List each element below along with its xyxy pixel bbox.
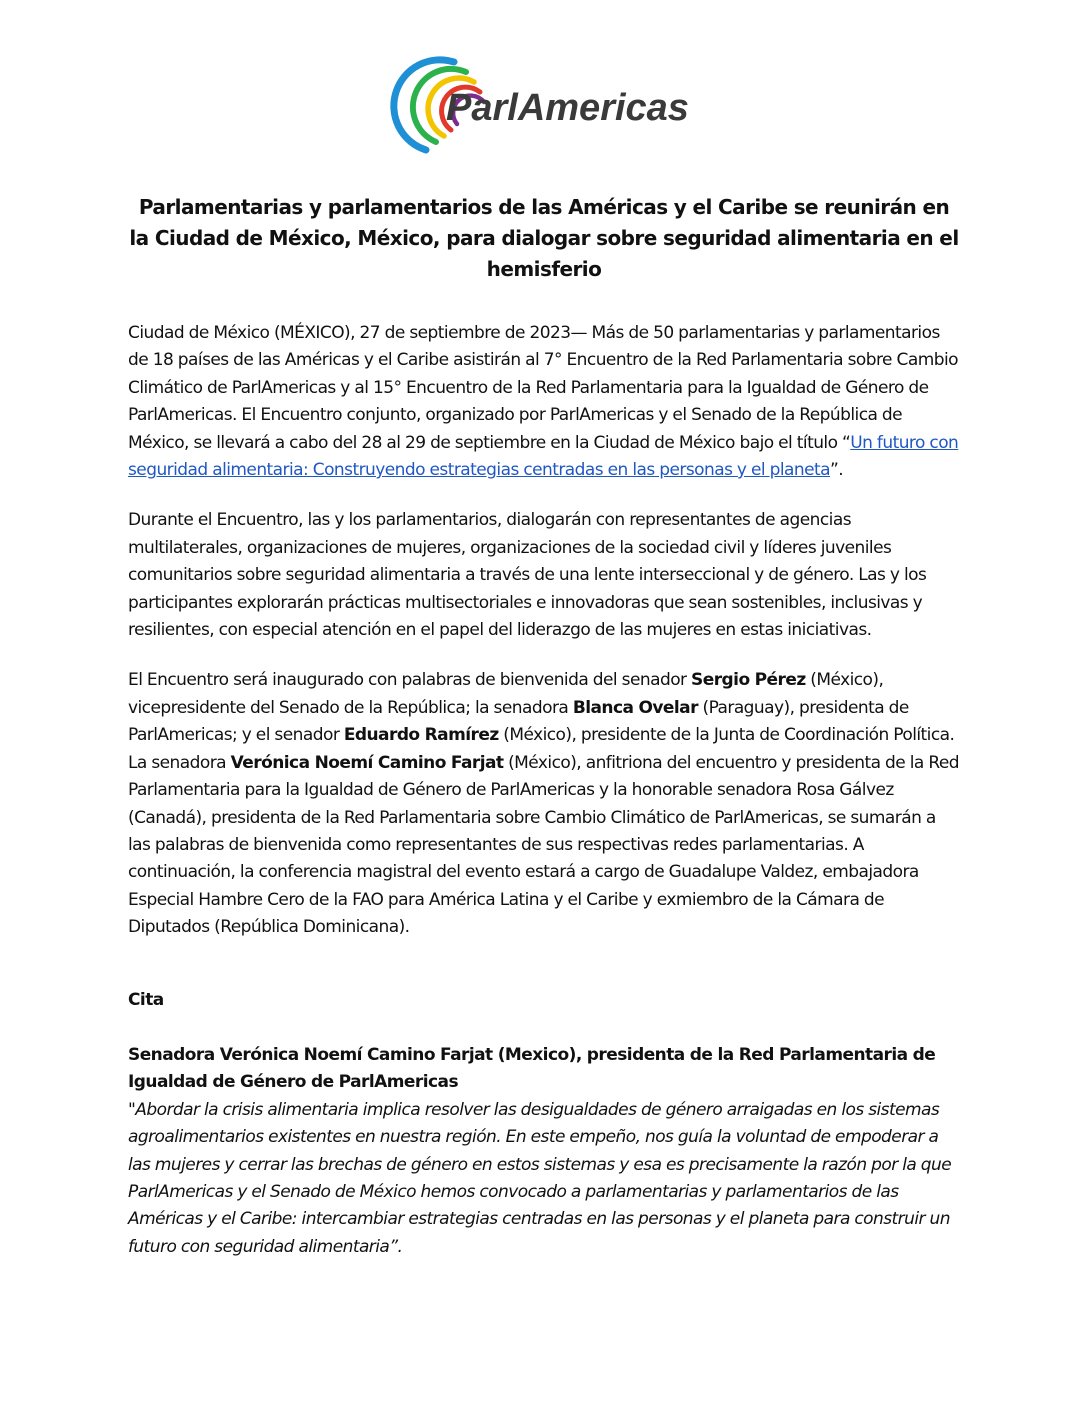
event-title-link[interactable]: Un futuro con seguridad alimentaria: Construyendo estrategias centradas en las personas y el planeta <box>128 432 959 481</box>
parlamericas-logo <box>380 56 710 156</box>
speaker-name-1: Sergio Pérez <box>691 670 806 691</box>
paragraph-intro <box>128 320 960 484</box>
quote-text: "Abordar la crisis alimentaria implica resolver las desigualdades de género arraigadas en los sistemas agroalimentarios existentes en nuestra región. En este empeño, nos guía la voluntad de empoderar a las mujeres y cerrar las brechas de género en estos sistemas y esa es precisamente la razón por la que ParlAmericas y el Senado de México hemos convocado a parlamentarias y parlamentarios de las Américas y el Caribe: intercambiar estrategias centradas en las personas y el planeta para construir un futuro con seguridad alimentaria”. <box>128 1099 952 1257</box>
document-title: Parlamentarias y parlamentarios de las Américas y el Caribe se reunirán en la Ciudad de México, México, para dialogar sobre seguridad alimentaria en el hemisferio <box>129 195 959 281</box>
inauguration-text-1: El Encuentro será inaugurado con palabras de bienvenida del senador <box>128 670 692 691</box>
section-heading-cita: Cita <box>128 989 164 1010</box>
intro-text-end: ”. <box>830 460 844 481</box>
intro-text: Ciudad de México (MÉXICO), 27 de septiembre de 2023— Más de 50 parlamentarias y parlamentarios de 18 países de las Américas y el Caribe asistirán al 7° Encuentro de la Red Parlamentaria sobre Cambio Climático de ParlAmericas y al 15° Encuentro de la Red Parlamentaria para la Igualdad de Género de ParlAmericas. El Encuentro conjunto, organizado por ParlAmericas y el Senado de la República de México, se llevará a cabo del 28 al 29 de septiembre en la Ciudad de México bajo el título “ <box>128 323 958 453</box>
inauguration-text-2: (México), vicepresidente del Senado de la República; la senadora <box>128 670 884 718</box>
speaker-name-4: Verónica Noemí Camino Farjat <box>230 752 504 773</box>
speaker-name-3: Eduardo Ramírez <box>343 725 499 746</box>
logo-text: ParlAmericas <box>446 87 689 129</box>
inauguration-text-3: (Paraguay), presidenta de ParlAmericas; y el senador <box>128 697 909 746</box>
spacer <box>128 965 960 987</box>
paragraph-inauguration <box>128 667 960 941</box>
inauguration-text-5: (México), anfitriona del encuentro y presidenta de la Red Parlamentaria para la Igualdad de Género de ParlAmericas y la honorable senadora Rosa Gálvez (Canadá), presidenta de la Red Parlamentaria sobre Cambio Climático de ParlAmericas, se sumarán a las palabras de bienvenida como representantes de sus respectivas redes parlamentarias. A continuación, la conferencia magistral del evento estará a cargo de Guadalupe Valdez, embajadora Especial Hambre Cero de la FAO para América Latina y el Caribe y exmiembro de la Cámara de Diputados (República Dominicana). <box>128 752 959 938</box>
document-body <box>128 192 960 1261</box>
paragraph-dialogue: Durante el Encuentro, las y los parlamentarios, dialogarán con representantes de agencias multilaterales, organizaciones de mujeres, organizaciones de la sociedad civil y líderes juveniles comunitarios sobre seguridad alimentaria a través de una lente interseccional y de género. Las y los participantes explorarán prácticas multisectoriales e innovadoras que sean sostenibles, inclusivas y resilientes, con especial atención en el papel del liderazgo de las mujeres en estas iniciativas. <box>128 510 927 641</box>
speaker-name-2: Blanca Ovelar <box>572 697 698 718</box>
quote-attribution: Senadora Verónica Noemí Camino Farjat (Mexico), presidenta de la Red Parlamentaria de Igualdad de Género de ParlAmericas <box>128 1044 936 1093</box>
inauguration-text-4: (México), presidente de la Junta de Coordinación Política. La senadora <box>128 725 955 773</box>
